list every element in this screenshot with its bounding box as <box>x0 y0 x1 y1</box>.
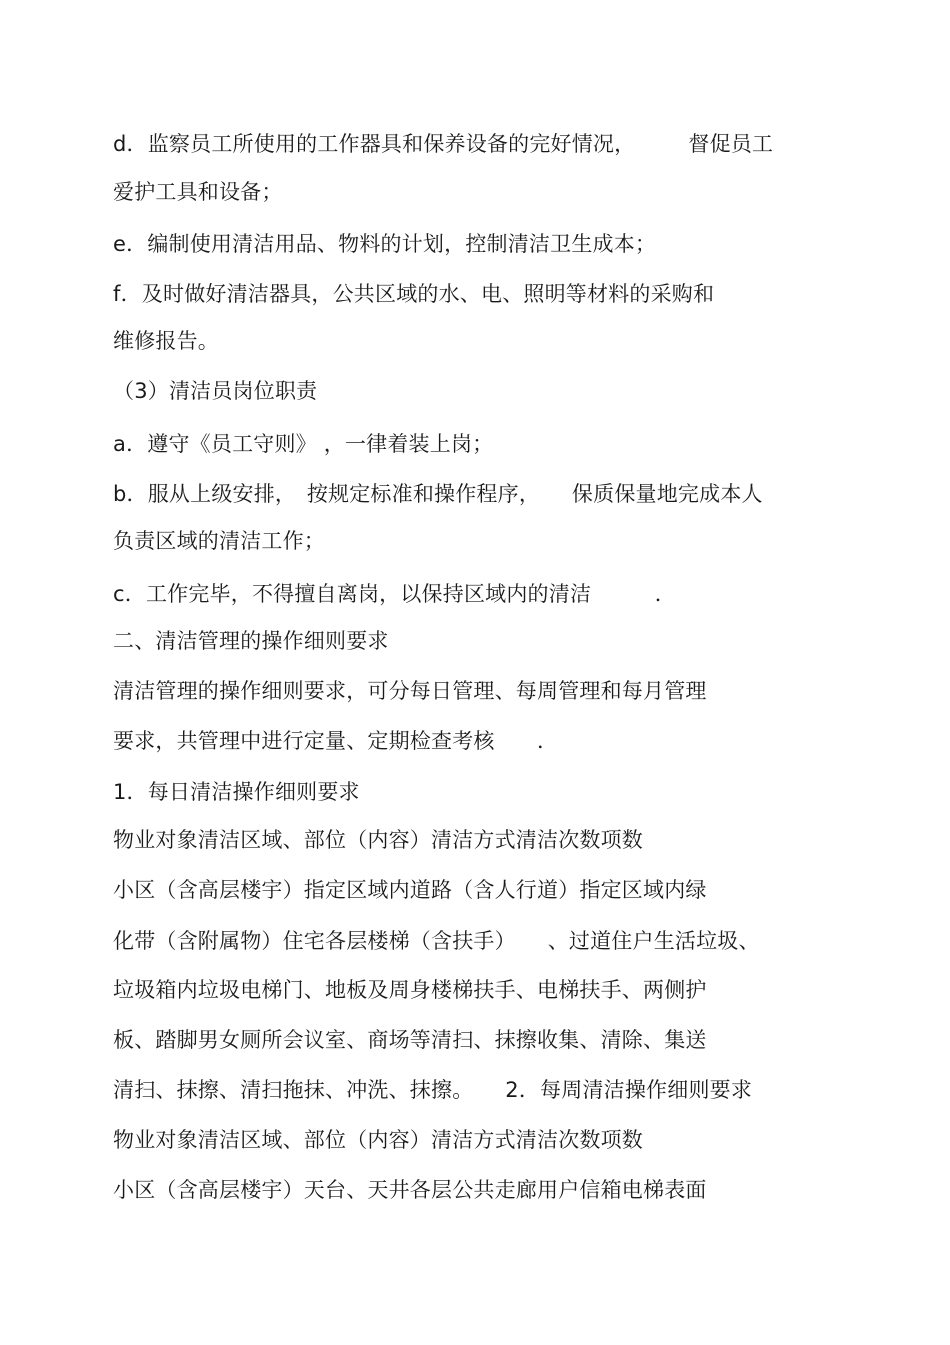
text-line: f．及时做好清洁器具，公共区域的水、电、照明等材料的采购和 <box>113 282 715 306</box>
section-heading: （3）清洁员岗位职责 <box>113 379 318 403</box>
text-line: c．工作完毕，不得擅自离岗，以保持区域内的清洁 ． <box>113 582 676 606</box>
text-line: a．遵守《员工守则》 ，一律着装上岗； <box>113 432 494 456</box>
text-line: 负责区域的清洁工作； <box>113 529 325 553</box>
text-line: e．编制使用清洁用品、物料的计划，控制清洁卫生成本； <box>113 232 657 256</box>
text-line: 维修报告。 <box>113 329 219 353</box>
subsection-heading: 1．每日清洁操作细则要求 <box>113 780 360 804</box>
text-line: 物业对象清洁区域、部位（内容）清洁方式清洁次数项数 <box>113 828 643 852</box>
text-line: 清洁管理的操作细则要求，可分每日管理、每周管理和每月管理 <box>113 679 707 703</box>
text-line: 要求，共管理中进行定量、定期检查考核 ． <box>113 729 559 753</box>
text-line: 爱护工具和设备； <box>113 180 283 204</box>
text-line: b．服从上级安排， 按规定标准和操作程序， 保质保量地完成本人 <box>113 482 763 506</box>
section-heading: 二、清洁管理的操作细则要求 <box>113 629 389 653</box>
text-line: 物业对象清洁区域、部位（内容）清洁方式清洁次数项数 <box>113 1128 643 1152</box>
text-line: 小区（含高层楼宇）指定区域内道路（含人行道）指定区域内绿 <box>113 878 707 902</box>
text-line: 化带（含附属物）住宅各层楼梯（含扶手） 、过道住户生活垃圾、 <box>113 929 760 953</box>
text-line: 小区（含高层楼宇）天台、天井各层公共走廊用户信箱电梯表面 <box>113 1178 707 1202</box>
text-line: 垃圾箱内垃圾电梯门、地板及周身楼梯扶手、电梯扶手、两侧护 <box>113 978 707 1002</box>
text-line: 板、踏脚男女厕所会议室、商场等清扫、抹擦收集、清除、集送 <box>113 1028 707 1052</box>
text-line: d．监察员工所使用的工作器具和保养设备的完好情况， 督促员工 <box>113 132 774 156</box>
text-line: 清扫、抹擦、清扫拖抹、冲洗、抹擦。 2．每周清洁操作细则要求 <box>113 1078 753 1102</box>
